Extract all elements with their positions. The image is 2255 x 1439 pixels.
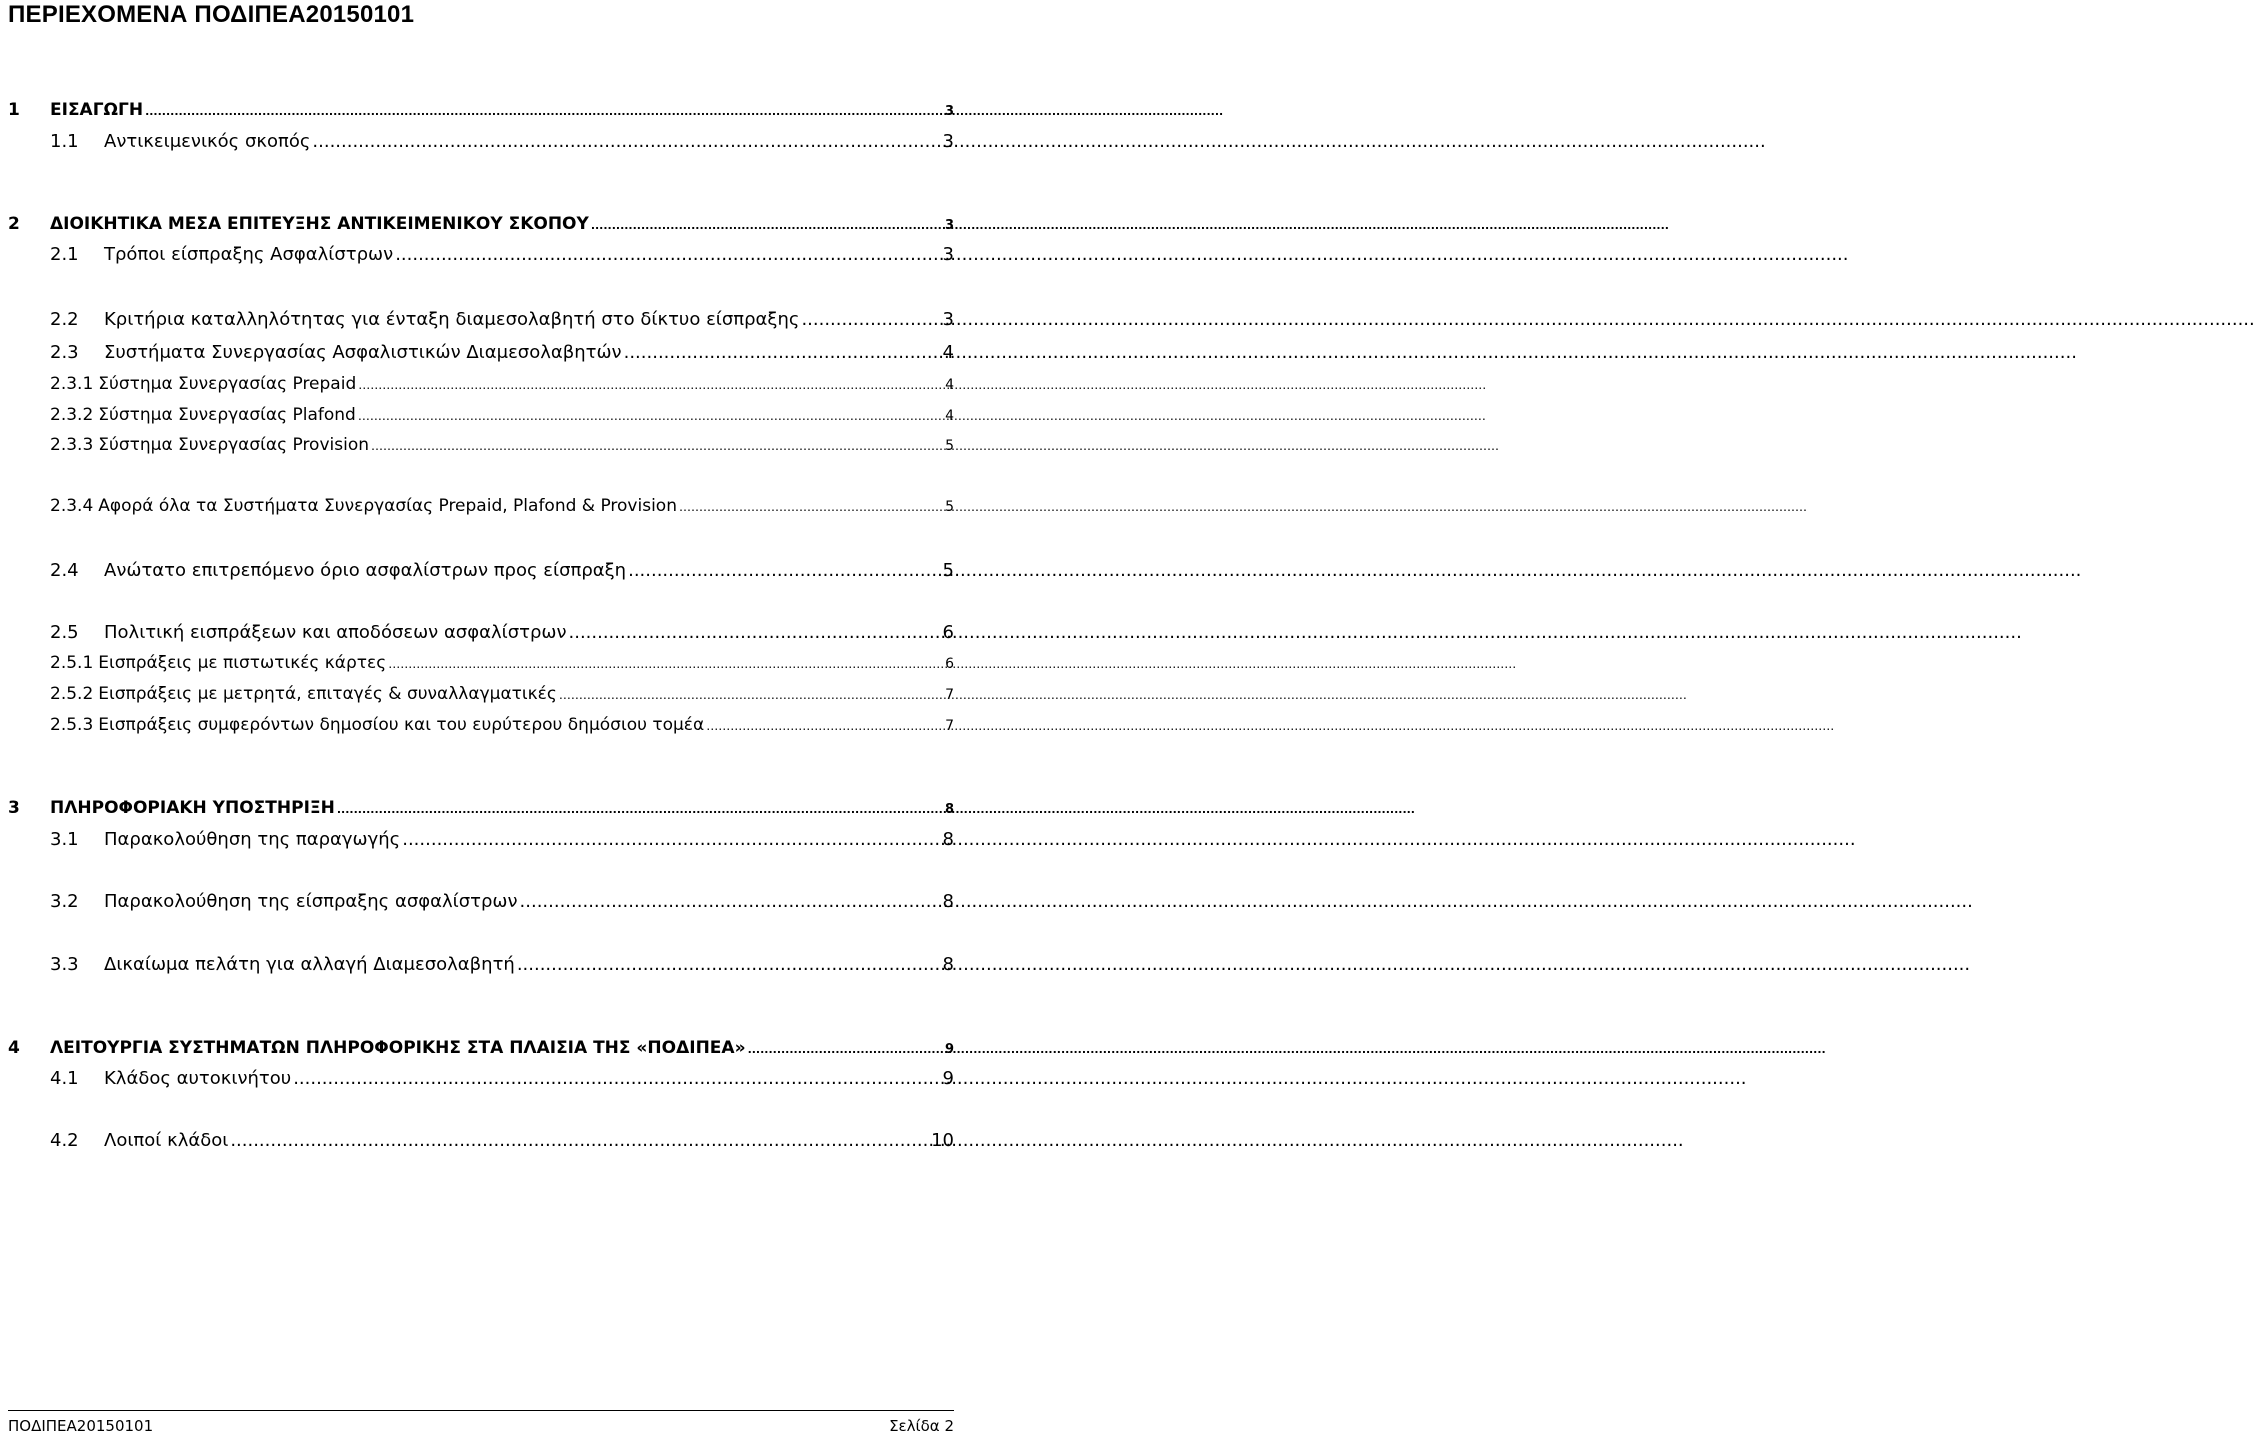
- toc-title: Κριτήρια καταλληλότητας για ένταξη διαμεσολαβητή στο δίκτυο είσπραξης: [104, 309, 800, 330]
- toc-title: ΔΙΟΙΚΗΤΙΚΑ ΜΕΣΑ ΕΠΙΤΕΥΞΗΣ ΑΝΤΙΚΕΙΜΕΝΙΚΟΥ ΣΚΟΠΟΥ: [50, 214, 589, 234]
- dot-leader: [569, 621, 941, 645]
- toc-page-number: 4: [945, 408, 954, 424]
- toc-number: 2.5.1: [50, 653, 94, 673]
- toc-entry-2-3[interactable]: [50, 341, 954, 365]
- toc-entry-3[interactable]: [8, 796, 954, 820]
- toc-page-number: 3: [944, 104, 954, 119]
- toc-title: Αφορά όλα τα Συστήματα Συνεργασίας Prepaid, Plafond & Provision: [98, 496, 677, 516]
- toc-entry-2[interactable]: [8, 212, 954, 236]
- toc-page-number: 9: [944, 1042, 954, 1057]
- dot-leader: [801, 308, 940, 332]
- page-title: ΠΕΡΙΕΧΟΜΕΝΑ ΠΟΔΙΠΕΑ20150101: [8, 1, 415, 28]
- dot-leader: [371, 433, 943, 458]
- toc-title: Σύστημα Συνεργασίας Plafond: [98, 405, 356, 425]
- toc-entry-1[interactable]: [8, 98, 954, 122]
- toc-number: 3.3: [50, 954, 79, 975]
- toc-page-number: 4: [942, 342, 954, 363]
- toc-page-number: 5: [942, 560, 954, 581]
- toc-number: 4: [8, 1038, 20, 1058]
- toc-page-number: 8: [942, 954, 954, 975]
- toc-entry-4-1[interactable]: [50, 1067, 954, 1091]
- toc-title: ΕΙΣΑΓΩΓΗ: [50, 100, 144, 120]
- toc-number: 1.1: [50, 131, 79, 152]
- toc-title: Σύστημα Συνεργασίας Prepaid: [98, 374, 357, 394]
- toc-entry-2-2[interactable]: [50, 308, 954, 332]
- toc-page-number: 3: [942, 244, 954, 265]
- toc-entry-2-1[interactable]: [50, 243, 954, 267]
- toc-title: Παρακολούθηση της είσπραξης ασφαλίστρων: [104, 891, 518, 912]
- toc-entry-2-5[interactable]: [50, 621, 954, 645]
- toc-title: ΠΛΗΡΟΦΟΡΙΑΚΗ ΥΠΟΣΤΗΡΙΞΗ: [50, 798, 335, 818]
- toc-entry-2-5-2[interactable]: [50, 682, 954, 706]
- dot-leader: [230, 1129, 929, 1153]
- toc-title: Σύστημα Συνεργασίας Provision: [98, 435, 369, 455]
- toc-title: Δικαίωμα πελάτη για αλλαγή Διαμεσολαβητή: [104, 954, 515, 975]
- toc-number: 2.3.4: [50, 496, 94, 516]
- toc-page-number: 3: [944, 218, 954, 233]
- toc-number: 3: [8, 798, 20, 818]
- toc-number: 3.2: [50, 891, 79, 912]
- toc-number: 2.3.3: [50, 435, 94, 455]
- toc-title: Ανώτατο επιτρεπόμενο όριο ασφαλίστρων προς είσπραξη: [104, 560, 627, 581]
- toc-entry-4[interactable]: [8, 1036, 954, 1060]
- toc-page-number: 5: [945, 499, 954, 515]
- toc-page-number: 7: [945, 687, 954, 703]
- dot-leader: [395, 243, 940, 267]
- dot-leader: [591, 212, 943, 238]
- dot-leader: [388, 651, 943, 676]
- toc-entry-3-1[interactable]: [50, 828, 954, 852]
- toc-title: Εισπράξεις συμφερόντων δημοσίου και του ευρύτερου δημόσιου τομέα: [98, 715, 705, 735]
- toc-entry-4-2[interactable]: [50, 1129, 954, 1153]
- toc-entry-3-2[interactable]: [50, 890, 954, 914]
- toc-number: 2.3.2: [50, 405, 94, 425]
- toc-page-number: 6: [942, 622, 954, 643]
- dot-leader: [402, 828, 940, 852]
- toc-page-number: 8: [944, 802, 954, 817]
- toc-entry-3-3[interactable]: [50, 953, 954, 977]
- toc-entry-2-5-1[interactable]: [50, 651, 954, 675]
- toc-number: 2.2: [50, 309, 79, 330]
- toc-number: 2.1: [50, 244, 79, 265]
- dot-leader: [679, 494, 943, 519]
- dot-leader: [748, 1036, 943, 1062]
- toc-number: 2.4: [50, 560, 79, 581]
- toc-number: 2.3: [50, 342, 79, 363]
- toc-title: Πολιτική εισπράξεων και αποδόσεων ασφαλίστρων: [104, 622, 567, 643]
- toc-title: ΛΕΙΤΟΥΡΓΙΑ ΣΥΣΤΗΜΑΤΩΝ ΠΛΗΡΟΦΟΡΙΚΗΣ ΣΤΑ ΠΛΑΙΣΙΑ ΤΗΣ «ΠΟΔΙΠΕΑ»: [50, 1038, 746, 1058]
- toc-number: 2.3.1: [50, 374, 94, 394]
- toc-title: Τρόποι είσπραξης Ασφαλίστρων: [104, 244, 394, 265]
- toc-entry-2-3-2[interactable]: [50, 403, 954, 427]
- dot-leader: [624, 341, 941, 365]
- toc-entry-2-3-4[interactable]: [50, 494, 954, 518]
- dot-leader: [312, 130, 940, 154]
- dot-leader: [293, 1067, 940, 1091]
- toc-page-number: 8: [942, 829, 954, 850]
- toc-page-number: 4: [945, 377, 954, 393]
- toc-entry-1-1[interactable]: [50, 130, 954, 154]
- toc-page-number: 7: [945, 718, 954, 734]
- footer-page-number: Σελίδα 2: [889, 1417, 954, 1435]
- dot-leader: [358, 403, 943, 428]
- toc-entry-2-4[interactable]: [50, 559, 954, 583]
- toc-entry-2-3-3[interactable]: [50, 433, 954, 457]
- toc-number: 2.5.3: [50, 715, 94, 735]
- toc-title: Λοιποί κλάδοι: [104, 1130, 229, 1151]
- toc-page-number: 3: [942, 131, 954, 152]
- toc-entry-2-5-3[interactable]: [50, 713, 954, 737]
- dot-leader: [520, 890, 941, 914]
- toc-title: Κλάδος αυτοκινήτου: [104, 1068, 292, 1089]
- toc-page-number: 6: [945, 656, 954, 672]
- toc-number: 1: [8, 100, 20, 120]
- dot-leader: [517, 953, 941, 977]
- dot-leader: [145, 98, 943, 124]
- toc-title: Εισπράξεις με μετρητά, επιταγές & συναλλαγματικές: [98, 684, 557, 704]
- footer-document-code: ΠΟΔΙΠΕΑ20150101: [8, 1417, 154, 1435]
- toc-title: Συστήματα Συνεργασίας Ασφαλιστικών Διαμεσολαβητών: [104, 342, 622, 363]
- dot-leader: [358, 372, 943, 397]
- toc-title: Παρακολούθηση της παραγωγής: [104, 829, 401, 850]
- dot-leader: [706, 713, 943, 738]
- toc-number: 3.1: [50, 829, 79, 850]
- dot-leader: [337, 796, 943, 822]
- toc-number: 4.1: [50, 1068, 79, 1089]
- toc-page-number: 9: [942, 1068, 954, 1089]
- toc-page-number: 10: [931, 1130, 954, 1151]
- toc-page-number: 3: [942, 309, 954, 330]
- toc-number: 4.2: [50, 1130, 79, 1151]
- toc-page-number: 8: [942, 891, 954, 912]
- dot-leader: [559, 682, 943, 707]
- toc-title: Αντικειμενικός σκοπός: [104, 131, 311, 152]
- footer-divider: [8, 1410, 954, 1411]
- toc-page-number: 5: [945, 438, 954, 454]
- dot-leader: [628, 559, 940, 583]
- toc-entry-2-3-1[interactable]: [50, 372, 954, 396]
- toc-number: 2.5: [50, 622, 79, 643]
- toc-number: 2.5.2: [50, 684, 94, 704]
- toc-title: Εισπράξεις με πιστωτικές κάρτες: [98, 653, 387, 673]
- toc-number: 2: [8, 214, 20, 234]
